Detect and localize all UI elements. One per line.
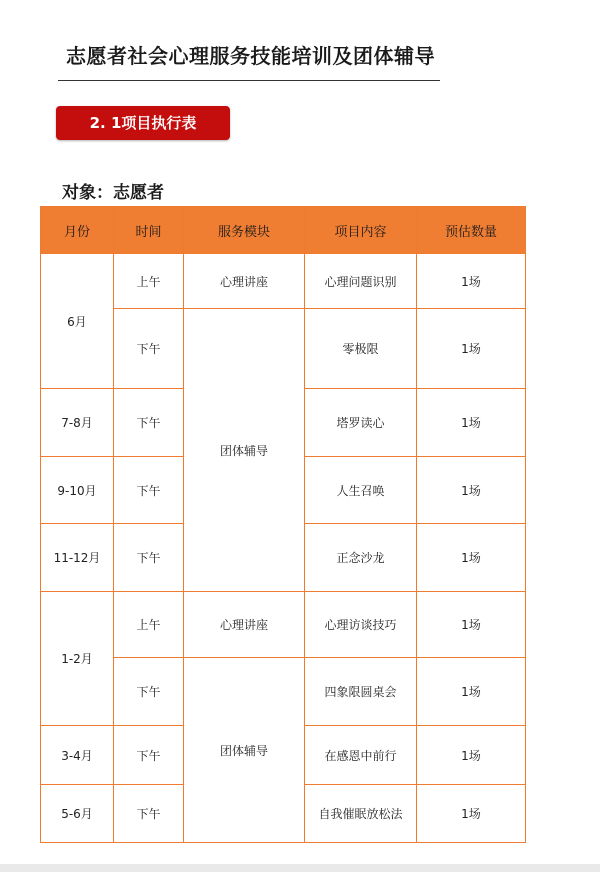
header-content: 项目内容: [305, 207, 417, 254]
module-cell: 心理讲座: [184, 254, 305, 309]
content-cell: 塔罗读心: [305, 389, 417, 457]
header-quantity: 预估数量: [417, 207, 526, 254]
time-cell: 上午: [114, 254, 184, 309]
module-cell: 心理讲座: [184, 592, 305, 658]
content-cell: 在感恩中前行: [305, 726, 417, 785]
title-underline: [58, 80, 440, 81]
table-row: [41, 254, 526, 309]
month-cell: 7-8月: [41, 389, 114, 457]
content-cell: 正念沙龙: [305, 524, 417, 592]
month-cell: 3-4月: [41, 726, 114, 785]
module-cell: 团体辅导: [184, 658, 305, 843]
table-row: [41, 658, 526, 726]
header-time: 时间: [114, 207, 184, 254]
month-cell: 6月: [41, 254, 114, 389]
time-cell: 下午: [114, 457, 184, 524]
module-cell: 团体辅导: [184, 309, 305, 592]
content-cell: 心理访谈技巧: [305, 592, 417, 658]
month-cell: 9-10月: [41, 457, 114, 524]
content-cell: 人生召唤: [305, 457, 417, 524]
table-row: [41, 309, 526, 389]
month-cell: 5-6月: [41, 785, 114, 843]
time-cell: 下午: [114, 524, 184, 592]
page-bottom-bar: [0, 864, 600, 872]
month-cell: 1-2月: [41, 592, 114, 726]
table-row: [41, 592, 526, 658]
header-month: 月份: [41, 207, 114, 254]
page-title: 志愿者社会心理服务技能培训及团体辅导: [66, 44, 435, 68]
content-cell: 四象限圆桌会: [305, 658, 417, 726]
quantity-cell: 1场: [417, 785, 526, 843]
time-cell: 下午: [114, 785, 184, 843]
table-header-row: [41, 207, 526, 254]
quantity-cell: 1场: [417, 726, 526, 785]
quantity-cell: 1场: [417, 254, 526, 309]
time-cell: 下午: [114, 726, 184, 785]
content-cell: 零极限: [305, 309, 417, 389]
content-cell: 心理问题识别: [305, 254, 417, 309]
quantity-cell: 1场: [417, 658, 526, 726]
time-cell: 下午: [114, 658, 184, 726]
quantity-cell: 1场: [417, 457, 526, 524]
quantity-cell: 1场: [417, 524, 526, 592]
section-badge: 2. 1项目执行表: [56, 106, 230, 140]
execution-table: [40, 206, 526, 843]
quantity-cell: 1场: [417, 592, 526, 658]
header-module: 服务模块: [184, 207, 305, 254]
time-cell: 下午: [114, 389, 184, 457]
quantity-cell: 1场: [417, 309, 526, 389]
audience-label: 对象：志愿者: [62, 183, 164, 203]
quantity-cell: 1场: [417, 389, 526, 457]
content-cell: 自我催眠放松法: [305, 785, 417, 843]
time-cell: 下午: [114, 309, 184, 389]
month-cell: 11-12月: [41, 524, 114, 592]
time-cell: 上午: [114, 592, 184, 658]
